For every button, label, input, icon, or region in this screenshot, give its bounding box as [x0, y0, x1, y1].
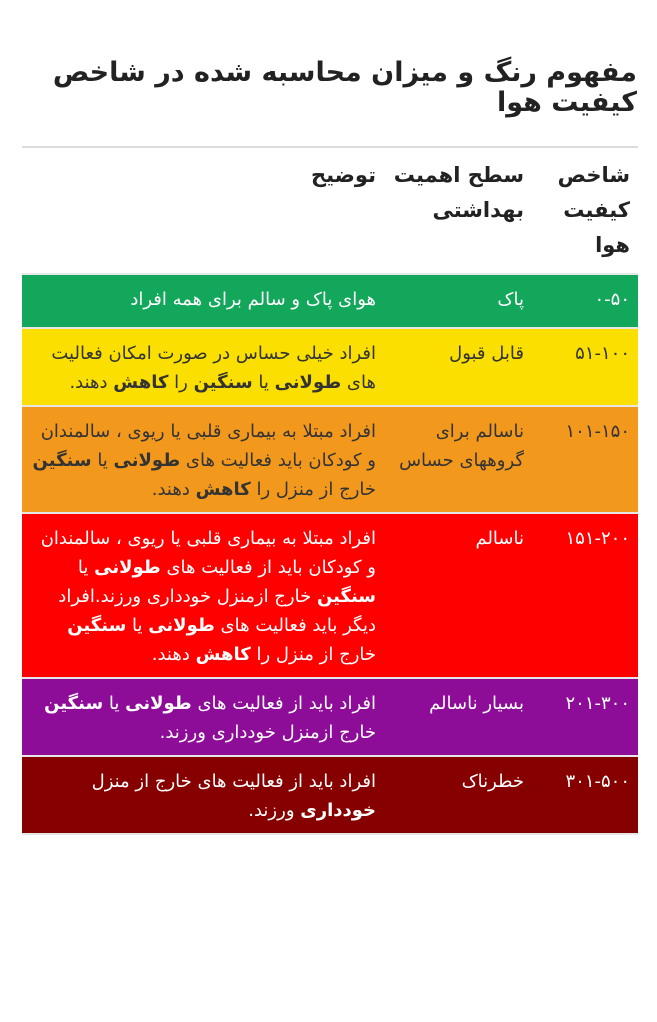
row-range: ۱۰۱-۱۵۰	[532, 406, 638, 513]
title-divider	[22, 146, 638, 148]
row-description	[22, 406, 384, 513]
emphasis-text: طولانی	[113, 450, 181, 471]
description-text: یا	[77, 557, 95, 578]
description-text: افراد مبتلا به بیماری قلبی یا ریوی ، سالمندان و کودکان باید از فعالیت های	[40, 528, 376, 578]
header-aqi-index: شاخص کیفیت هوا	[557, 163, 630, 257]
emphasis-text: سنگین	[32, 450, 92, 471]
description-text: یا	[103, 693, 126, 714]
description-text: افراد باید از فعالیت های	[191, 693, 376, 714]
row-level: قابل قبول	[384, 328, 532, 406]
description-text: دهند.	[69, 372, 114, 393]
emphasis-text: طولانی	[274, 372, 342, 393]
emphasis-text: سنگین	[193, 372, 253, 393]
emphasis-text: سنگین	[67, 615, 127, 636]
table-row-hazardous	[22, 756, 638, 834]
table-row-good	[22, 274, 638, 328]
table-row-unhealthy-sensitive	[22, 406, 638, 513]
row-level: پاک	[384, 274, 532, 328]
row-level: خطرناک	[384, 756, 532, 834]
table-row-very-unhealthy	[22, 678, 638, 756]
description-text: ورزند.	[248, 800, 301, 821]
table-row-unhealthy	[22, 513, 638, 678]
description-text: را	[168, 372, 194, 393]
row-description	[22, 513, 384, 678]
emphasis-text: خودداری	[300, 800, 376, 821]
article-title: مفهوم رنگ و میزان محاسبه شده در شاخص کیفیت هوا	[52, 57, 637, 118]
table-header-row	[22, 150, 638, 274]
description-text: خارج از منزل را	[250, 644, 376, 665]
emphasis-text: سنگین	[316, 586, 376, 607]
description-text: دهند.	[151, 479, 196, 500]
description-text: یا	[91, 450, 114, 471]
emphasis-text: سنگین	[44, 693, 104, 714]
aqi-table	[22, 150, 638, 835]
row-range: ۱۵۱-۲۰۰	[532, 513, 638, 678]
row-description	[22, 678, 384, 756]
row-level: بسیار ناسالم	[384, 678, 532, 756]
description-text: خارج ازمنزل خودداری ورزند.افراد دیگر باید فعالیت های	[58, 586, 376, 636]
description-text: خارج از منزل را	[250, 479, 376, 500]
emphasis-text: طولانی	[148, 615, 215, 636]
description-text: یا	[252, 372, 275, 393]
row-range: ۳۰۱-۵۰۰	[532, 756, 638, 834]
description-text: افراد باید از فعالیت های خارج از منزل	[91, 771, 376, 792]
row-range: ۰-۵۰	[532, 274, 638, 328]
row-range: ۵۱-۱۰۰	[532, 328, 638, 406]
row-description	[22, 328, 384, 406]
description-text: دهند.	[151, 644, 196, 665]
description-text: یا	[126, 615, 149, 636]
emphasis-text: کاهش	[195, 644, 251, 665]
row-level: ناسالم برای گروههای حساس	[384, 406, 532, 513]
description-text: خارج ازمنزل خودداری ورزند.	[159, 722, 376, 743]
row-description	[22, 756, 384, 834]
description-text: هوای پاک و سالم برای همه افراد	[130, 289, 376, 310]
row-range: ۲۰۱-۳۰۰	[532, 678, 638, 756]
emphasis-text: کاهش	[195, 479, 251, 500]
header-health-level: سطح اهمیت بهداشتی	[393, 163, 524, 222]
header-description: توضیح	[310, 163, 376, 187]
description-text: افراد خیلی حساس در صورت امکان فعالیت های	[51, 343, 376, 393]
emphasis-text: کاهش	[113, 372, 169, 393]
description-text: افراد مبتلا به بیماری قلبی یا ریوی ، سالمندان و کودکان باید فعالیت های	[40, 421, 376, 471]
row-description	[22, 274, 384, 328]
table-row-moderate	[22, 328, 638, 406]
emphasis-text: طولانی	[94, 557, 161, 578]
emphasis-text: طولانی	[125, 693, 192, 714]
row-level: ناسالم	[384, 513, 532, 678]
